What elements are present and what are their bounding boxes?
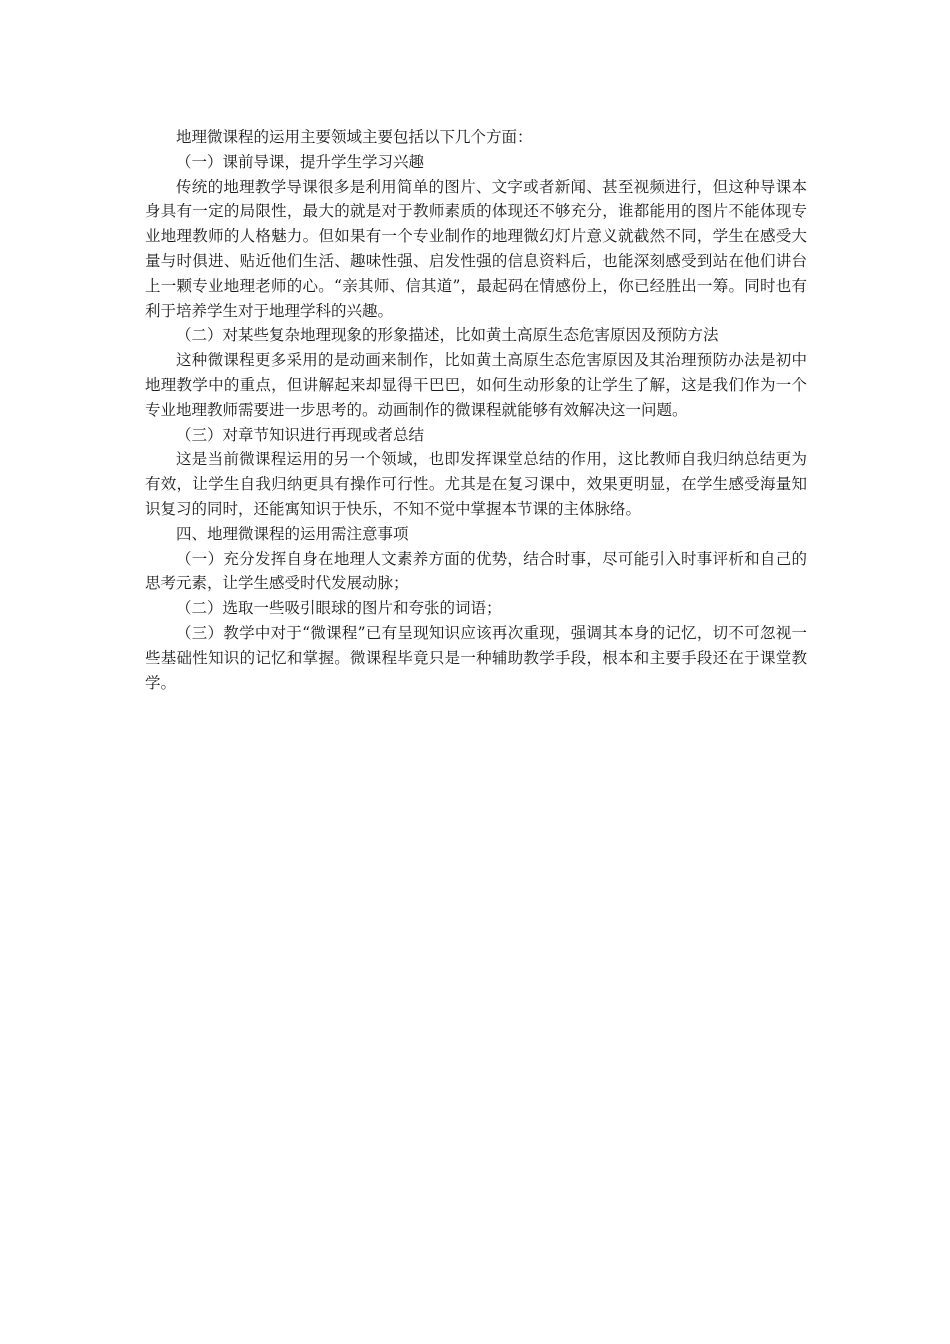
list-item-2: （二）选取一些吸引眼球的图片和夸张的词语；: [176, 599, 502, 618]
list-item-3: （三）教学中对于“微课程”已有呈现知识应该再次重现，强调其本身的记忆，切不可忽视一些基础性知识的记忆和掌握。微课程毕竟只是一种辅助教学手段，根本和主要手段还在于课堂教学。: [145, 623, 807, 692]
section-heading-2: （二）对某些复杂地理现象的形象描述，比如黄土高原生态危害原因及预防方法: [176, 326, 719, 345]
section-heading-4: 四、地理微课程的运用需注意事项: [176, 524, 409, 543]
section-heading-3: （三）对章节知识进行再现或者总结: [176, 425, 425, 444]
body-paragraph-1: 传统的地理教学导课很多是利用简单的图片、文字或者新闻、甚至视频进行，但这种导课本身具有一定的局限性，最大的就是对于教师素质的体现还不够充分，谁都能用的图片不能体现专业地理教师的人格魅力。但如果有一个专业制作的地理微幻灯片意义就截然不同，学生在感受大量与时俱进、贴近他们生活、趣味性强、启发性强的信息资料后，也能深刻感受到站在他们讲台上一颗专业地理老师的心。“亲其师、信其道”，最起码在情感份上，你已经胜出一筹。同时也有利于培养学生对于地理学科的兴趣。: [145, 177, 807, 320]
intro-paragraph: 地理微课程的运用主要领域主要包括以下几个方面：: [176, 128, 533, 146]
body-paragraph-2: 这种微课程更多采用的是动画来制作，比如黄土高原生态危害原因及其治理预防办法是初中地理教学中的重点，但讲解起来却显得干巴巴，如何生动形象的让学生了解，这是我们作为一个专业地理教师需要进一步思考的。动画制作的微课程就能够有效解决这一问题。: [145, 351, 807, 419]
document-body: [145, 125, 807, 695]
list-item-1: （一）充分发挥自身在地理人文素养方面的优势，结合时事，尽可能引入时事评析和自己的思考元素，让学生感受时代发展动脉；: [145, 549, 807, 593]
body-paragraph-3: 这是当前微课程运用的另一个领域，也即发挥课堂总结的作用，这比教师自我归纳总结更为有效，让学生自我归纳更具有操作可行性。尤其是在复习课中，效果更明显，在学生感受海量知识复习的同时，还能寓知识于快乐，不知不觉中掌握本节课的主体脉络。: [145, 450, 807, 518]
section-heading-1: （一）课前导课，提升学生学习兴趣: [176, 152, 425, 171]
